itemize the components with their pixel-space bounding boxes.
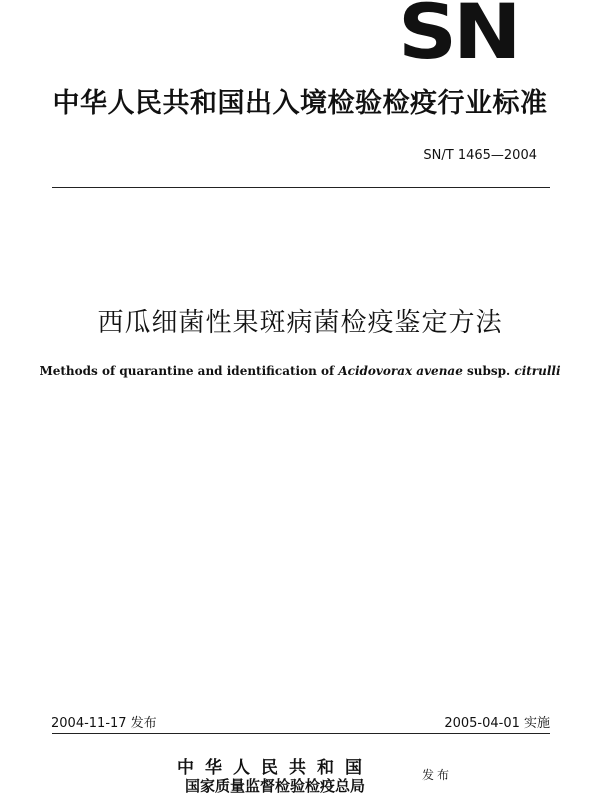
implementation-date: 2005-04-01 实施	[444, 716, 550, 731]
english-title-species: Acidovorax avenae	[338, 364, 463, 378]
organization-title: 中华人民共和国出入境检验检疫行业标准	[52, 88, 548, 119]
issue-date: 2004-11-17 发布	[51, 716, 157, 731]
header-divider	[52, 187, 550, 188]
english-title-subspecies: citrulli	[514, 364, 561, 378]
issuer-country: 中华人民共和国	[177, 758, 373, 778]
english-title-prefix: Methods of quarantine and identification of	[39, 364, 339, 378]
standard-number: SN/T 1465—2004	[423, 148, 537, 163]
footer-divider	[52, 733, 550, 734]
issuer-agency: 国家质量监督检验检疫总局	[184, 777, 365, 795]
english-title	[0, 363, 600, 379]
chinese-title: 西瓜细菌性果斑病菌检疫鉴定方法	[97, 308, 503, 338]
sn-logo: SN	[398, 0, 518, 77]
issuing-authority	[140, 759, 410, 795]
english-title-middle: subsp.	[462, 364, 515, 378]
publish-label: 发布	[422, 768, 453, 782]
